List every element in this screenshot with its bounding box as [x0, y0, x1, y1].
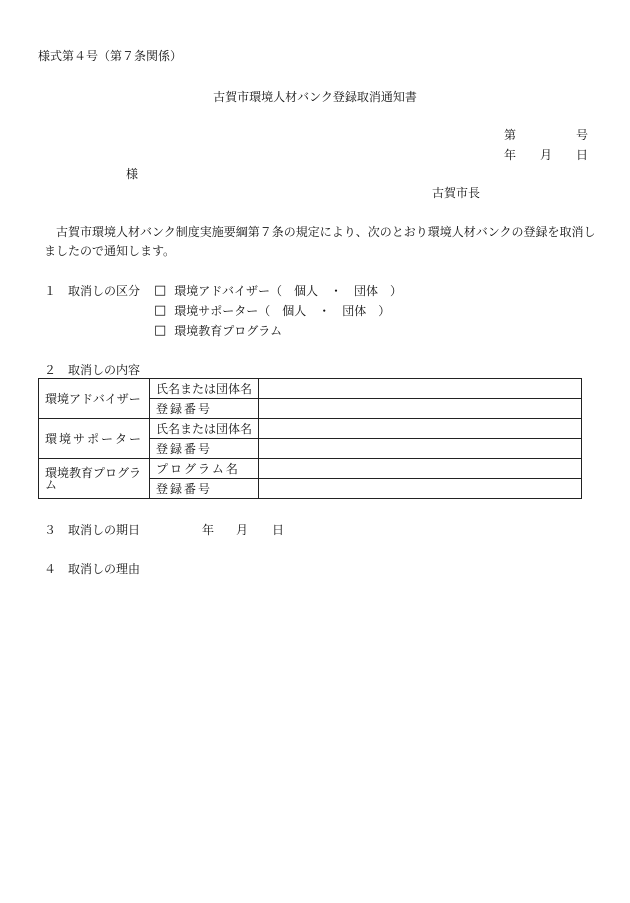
program-number-field[interactable]	[259, 479, 582, 499]
checkbox-icon[interactable]: □	[154, 303, 167, 318]
cancel-date-year: 年	[202, 523, 215, 537]
cancel-date-month: 月	[236, 523, 249, 537]
option-advisor-label: 環境アドバイザー（ 個人 ・ 団体 ）	[174, 283, 403, 298]
option-program-label: 環境教育プログラム	[174, 323, 283, 338]
category-cell: 環境サポーター	[39, 419, 150, 459]
section3-label: ３ 取消しの期日	[44, 523, 141, 537]
date-year: 年	[504, 148, 517, 162]
details-table	[38, 378, 582, 499]
body-line-2: ましたので通知します。	[44, 244, 176, 258]
field-label: 氏名または団体名	[150, 419, 259, 439]
date-month: 月	[540, 148, 553, 162]
table-row	[39, 419, 582, 439]
category-cell: 環境アドバイザー	[39, 379, 150, 419]
checkbox-icon[interactable]: □	[154, 323, 167, 338]
field-label: プログラム名	[150, 459, 259, 479]
section4-label: ４ 取消しの理由	[44, 562, 141, 576]
option-supporter-label: 環境サポーター（ 個人 ・ 団体 ）	[174, 303, 391, 318]
sender-name: 古賀市長	[432, 186, 481, 200]
number-prefix: 第	[504, 128, 517, 142]
body-line-1: 古賀市環境人材バンク制度実施要綱第７条の規定により、次のとおり環境人材バンクの登録を取消し	[56, 225, 596, 239]
advisor-name-field[interactable]	[259, 379, 582, 399]
table-row	[39, 459, 582, 479]
field-label: 登録番号	[150, 399, 259, 419]
field-label: 登録番号	[150, 479, 259, 499]
section1-label: １ 取消しの区分	[44, 284, 141, 298]
category-cell: 環境教育プログラム	[39, 459, 150, 499]
supporter-number-field[interactable]	[259, 439, 582, 459]
cancel-date-day: 日	[272, 523, 285, 537]
option-supporter[interactable]	[154, 304, 390, 317]
form-number: 様式第４号（第７条関係）	[38, 49, 183, 63]
document-title: 古賀市環境人材バンク登録取消通知書	[213, 90, 417, 104]
option-program[interactable]	[154, 324, 282, 337]
supporter-name-field[interactable]	[259, 419, 582, 439]
field-label: 登録番号	[150, 439, 259, 459]
option-advisor[interactable]	[154, 284, 402, 297]
field-label: 氏名または団体名	[150, 379, 259, 399]
program-name-field[interactable]	[259, 459, 582, 479]
advisor-number-field[interactable]	[259, 399, 582, 419]
date-day: 日	[576, 148, 589, 162]
checkbox-icon[interactable]: □	[154, 283, 167, 298]
table-row	[39, 379, 582, 399]
number-suffix: 号	[576, 128, 589, 142]
addressee-honorific: 様	[126, 167, 139, 181]
section2-label: ２ 取消しの内容	[44, 363, 141, 377]
